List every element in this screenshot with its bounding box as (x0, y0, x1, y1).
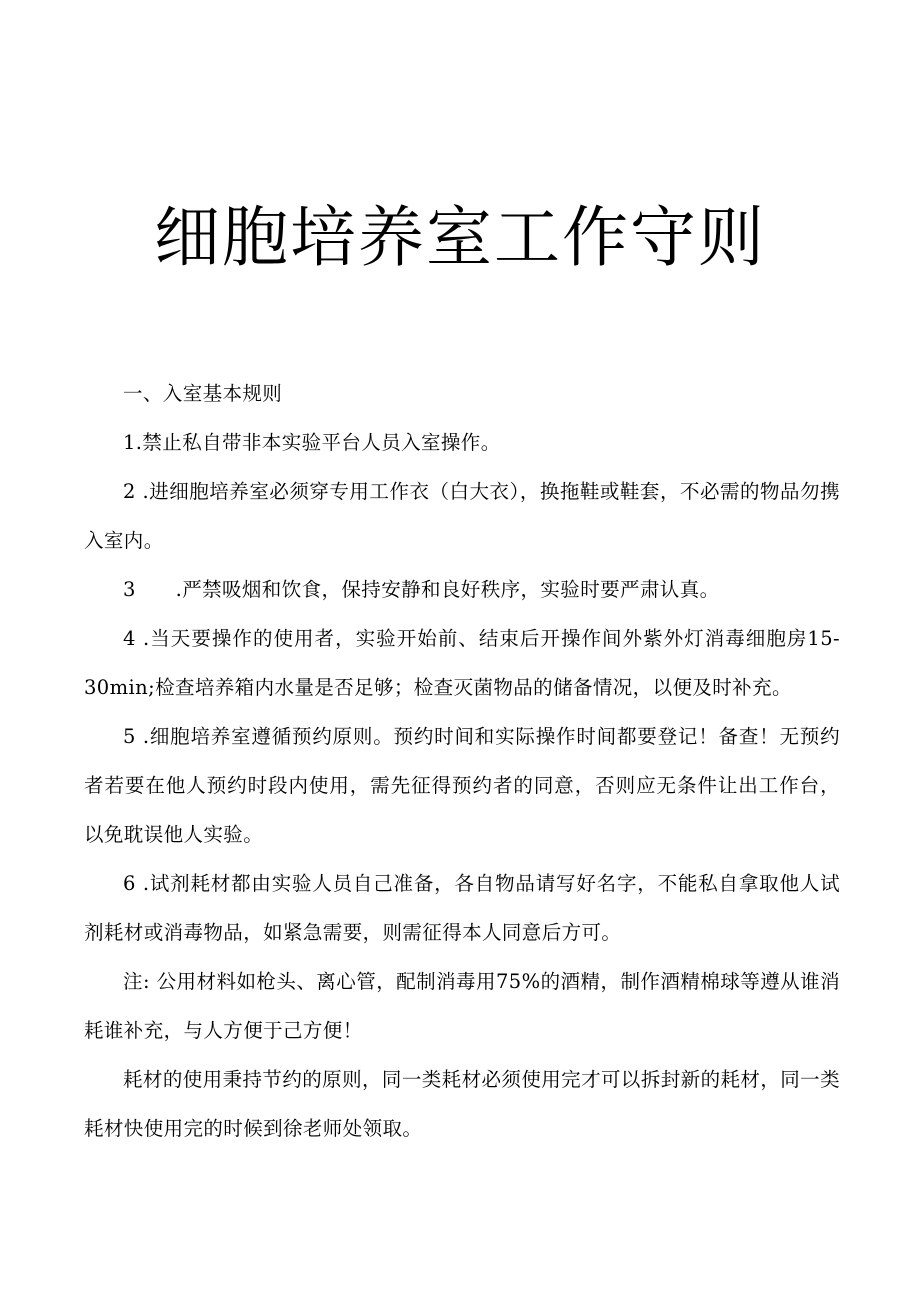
document-body (84, 369, 840, 1153)
rule-paragraph-2: 2 .进细胞培养室必须穿专用工作衣（白大衣），换拖鞋或鞋套，不必需的物品勿携入室内。 (84, 480, 840, 552)
document-title: 细胞培养室工作守则 (154, 199, 766, 276)
rule-paragraph-6: 6 .试剂耗材都由实验人员自己准备，各自物品请写好名字，不能私自拿取他人试剂耗材或消毒物品，如紧急需要，则需征得本人同意后方可。 (84, 872, 840, 944)
rule-paragraph-5: 5 .细胞培养室遵循预约原则。预约时间和实际操作时间都要登记！备查！无预约者若要在他人预约时段内使用，需先征得预约者的同意，否则应无条件让出工作台，以免耽误他人实验。 (84, 725, 840, 846)
note-paragraph: 注: 公用材料如枪头、离心管，配制消毒用75%的酒精，制作酒精棉球等遵从谁消耗谁补充，与人方便于己方便！ (84, 970, 840, 1042)
section-heading: 一、入室基本规则 (123, 382, 283, 405)
consumables-paragraph: 耗材的使用秉持节约的原则，同一类耗材必须使用完才可以拆封新的耗材，同一类耗材快使用完的时候到徐老师处领取。 (84, 1068, 840, 1140)
rule-paragraph-1: 1.禁止私自带非本实验平台人员入室操作。 (123, 431, 501, 454)
rule-paragraph-4: 4 .当天要操作的使用者，实验开始前、结束后开操作间外紫外灯消毒细胞房15-30min;检查培养箱内水量是否足够；检查灭菌物品的储备情况，以便及时补充。 (84, 627, 840, 699)
rule-paragraph-3: 3 .严禁吸烟和饮食，保持安静和良好秩序，实验时要严肃认真。 (123, 578, 720, 601)
